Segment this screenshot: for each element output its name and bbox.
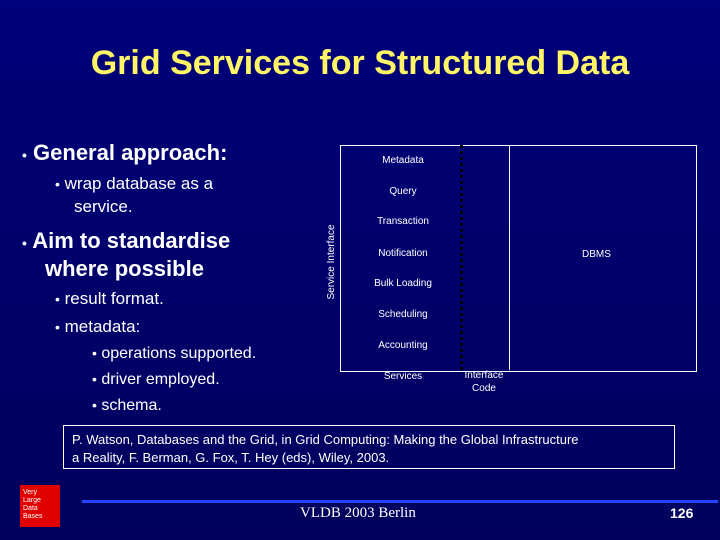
bullet-dot-icon: •	[92, 371, 97, 387]
vldb-logo	[20, 485, 60, 527]
bullet-dot-icon: •	[92, 345, 97, 361]
bullet-metadata	[55, 317, 140, 337]
bullet-wrap-line2: service.	[74, 197, 133, 216]
diagram-item-notification: Notification	[378, 248, 428, 259]
diagram-item-metadata: Metadata	[382, 155, 424, 166]
bullet-dot-icon: •	[55, 319, 60, 335]
bullet-ops	[92, 345, 256, 363]
interface-code-line1: Interface	[464, 370, 504, 381]
reference-line1: P. Watson, Databases and the Grid, in Grid Computing: Making the Global Infrastructure	[72, 432, 579, 447]
diagram-item-accounting: Accounting	[378, 340, 428, 351]
bullet-aim-line2: where possible	[45, 256, 204, 281]
page-number: 126	[670, 505, 694, 521]
bullet-aim	[22, 228, 230, 254]
interface-code-divider	[460, 145, 510, 370]
logo-line: Bases	[23, 513, 43, 520]
bullet-driver	[92, 371, 220, 389]
diagram-item-query: Query	[389, 186, 417, 197]
footer-rule	[82, 500, 718, 503]
service-interface-label: Service Interface	[326, 224, 337, 300]
logo-line: Large	[23, 497, 41, 504]
slide-title: Grid Services for Structured Data	[90, 44, 630, 82]
bullet-wrap-text: wrap database as a	[64, 174, 214, 193]
bullet-schema-text: schema.	[101, 397, 162, 414]
dbms-label: DBMS	[582, 249, 611, 260]
bullet-dot-icon: •	[22, 147, 27, 163]
diagram-item-transaction: Transaction	[377, 216, 429, 227]
bullet-result-format-text: result format.	[64, 289, 164, 308]
bullet-dot-icon: •	[55, 291, 60, 307]
bullet-general	[22, 140, 227, 166]
bullet-ops-text: operations supported.	[101, 345, 257, 362]
diagram-item-services: Services	[383, 371, 423, 382]
bullet-dot-icon: •	[22, 235, 27, 251]
bullet-result-format	[55, 289, 164, 309]
diagram-item-scheduling: Scheduling	[378, 309, 428, 320]
reference-box	[63, 425, 675, 469]
footer-venue: VLDB 2003 Berlin	[300, 505, 416, 521]
reference-line2: a Reality, F. Berman, G. Fox, T. Hey (eds), Wiley, 2003.	[72, 450, 390, 465]
interface-code-line2: Code	[472, 383, 496, 394]
bullet-schema	[92, 397, 162, 415]
bullet-general-text: General approach:	[33, 140, 228, 165]
logo-line: Very	[23, 489, 38, 496]
bullet-dot-icon: •	[55, 176, 60, 192]
bullet-driver-text: driver employed.	[101, 371, 220, 388]
diagram-item-bulk-loading: Bulk Loading	[374, 278, 432, 289]
bullet-metadata-text: metadata:	[64, 317, 141, 336]
interface-code-label	[458, 369, 510, 395]
bullet-dot-icon: •	[92, 397, 97, 413]
logo-line: Data	[23, 505, 38, 512]
bullet-wrap-line1	[55, 174, 213, 194]
bullet-aim-text: Aim to standardise	[32, 228, 231, 253]
